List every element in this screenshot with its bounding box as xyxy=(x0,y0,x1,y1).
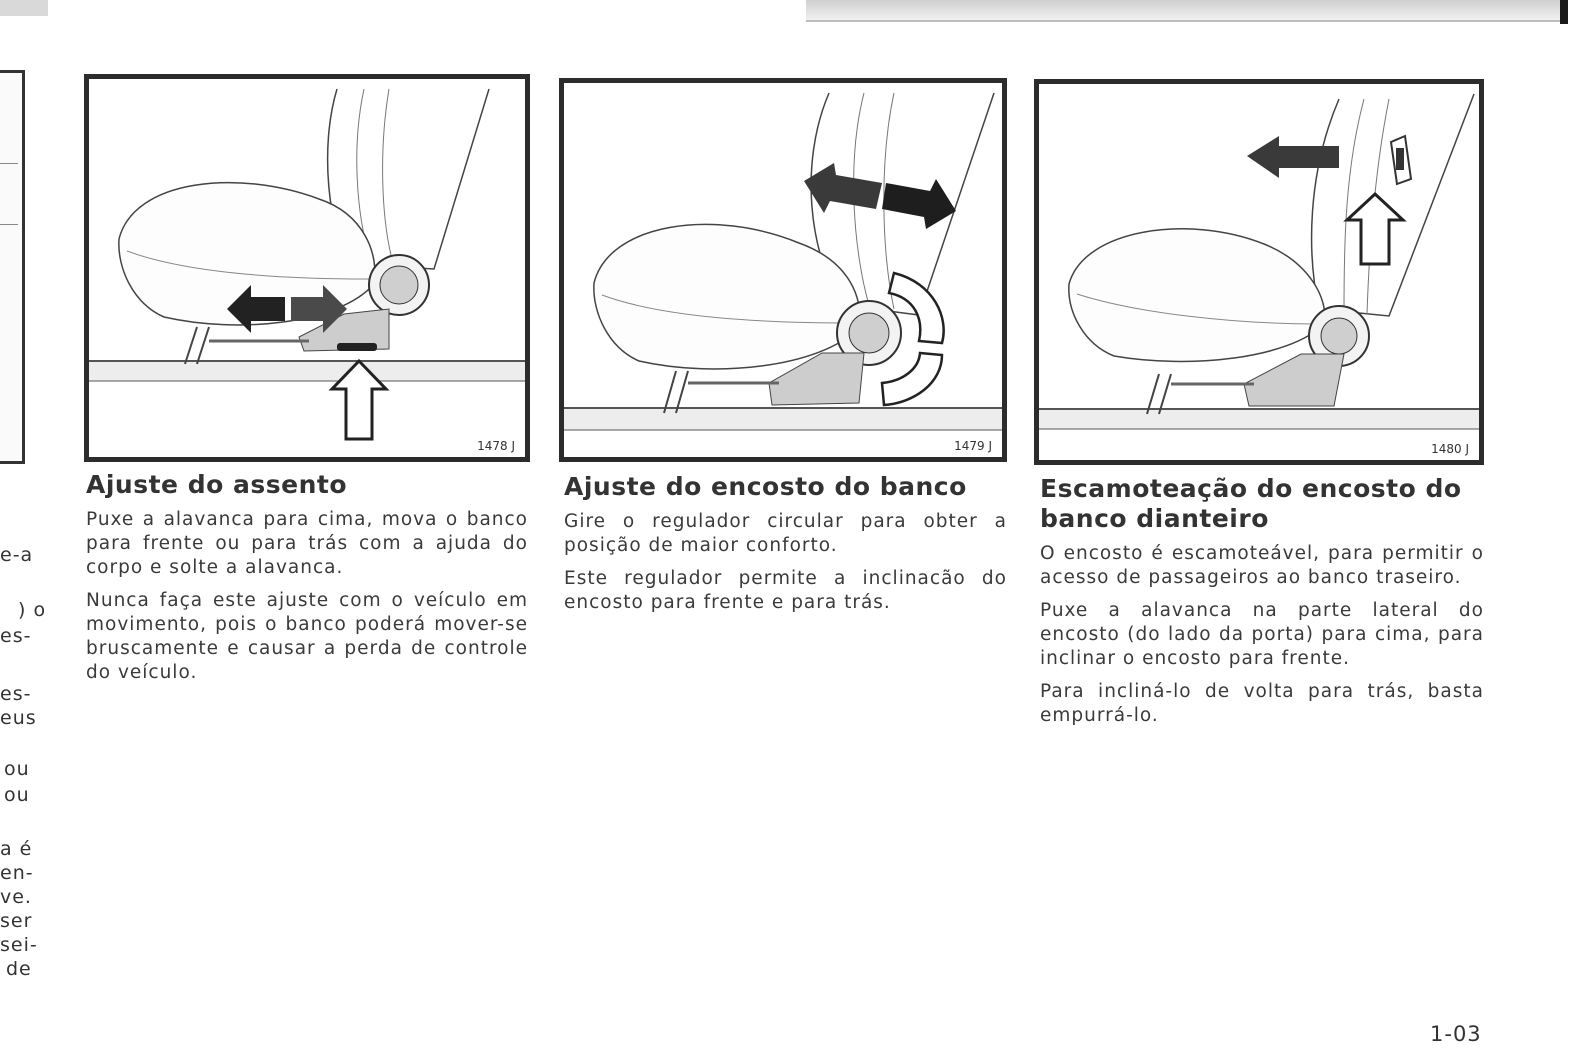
backrest-fold-figure xyxy=(1034,79,1484,465)
paragraph: Puxe a alavanca na parte lateral do encosto (do lado da porta) para cima, para inclinar o encosto para frente. xyxy=(1040,600,1484,669)
page-number: 1-03 xyxy=(1430,1022,1482,1046)
margin-fragment: de xyxy=(6,958,32,980)
scan-edge-corner xyxy=(1560,0,1568,24)
backrest-fold-illustration xyxy=(1039,84,1479,460)
scan-edge-top-left xyxy=(0,0,48,16)
figure-id: 1478 J xyxy=(477,439,515,453)
figure-id: 1480 J xyxy=(1431,442,1469,456)
backrest-adjustment-figure xyxy=(559,78,1007,462)
margin-fragment: ) o xyxy=(18,599,47,621)
figure-id: 1479 J xyxy=(954,439,992,453)
paragraph: Este regulador permite a inclinacão do encosto para frente e para trás. xyxy=(564,568,1007,613)
scan-edge-top-right xyxy=(806,0,1566,22)
margin-fragment: ou xyxy=(4,758,30,780)
section-backrest-adjustment xyxy=(564,472,1007,624)
seat-adjustment-figure xyxy=(84,74,530,462)
section-title: Escamoteação do encosto do banco dianteiro xyxy=(1040,474,1462,533)
section-title: Ajuste do encosto do banco xyxy=(564,472,967,501)
section-title: Ajuste do assento xyxy=(86,470,347,499)
margin-fragment: en- xyxy=(0,862,34,884)
margin-fragment: es- xyxy=(0,683,32,705)
section-backrest-fold xyxy=(1040,474,1484,737)
paragraph: Puxe a alavanca para cima, mova o banco para frente ou para trás com a ajuda do corpo e solte a alavanca. xyxy=(86,509,528,578)
margin-fragment: sei- xyxy=(0,934,38,956)
backrest-recline-illustration xyxy=(564,83,1002,457)
seat-slide-illustration xyxy=(89,79,525,457)
margin-fragment: ser xyxy=(0,910,33,932)
margin-fragment: ou xyxy=(4,784,30,806)
margin-fragment: e-a xyxy=(0,544,34,566)
paragraph: Nunca faça este ajuste com o veículo em movimento, pois o banco poderá mover-se bruscamente e causar a perda de controle do veículo. xyxy=(86,590,528,683)
margin-fragment: es- xyxy=(0,625,32,647)
section-seat-adjustment xyxy=(86,470,528,694)
margin-fragment: a é xyxy=(0,838,33,860)
previous-page-figure-edge xyxy=(0,70,25,464)
margin-fragment: eus xyxy=(0,707,37,729)
paragraph: O encosto é escamoteável, para permitir o acesso de passageiros ao banco traseiro. xyxy=(1040,543,1484,588)
paragraph: Gire o regulador circular para obter a posição de maior conforto. xyxy=(564,511,1007,556)
paragraph: Para incliná-lo de volta para trás, basta empurrá-lo. xyxy=(1040,681,1484,726)
margin-fragment: ve. xyxy=(0,886,32,908)
